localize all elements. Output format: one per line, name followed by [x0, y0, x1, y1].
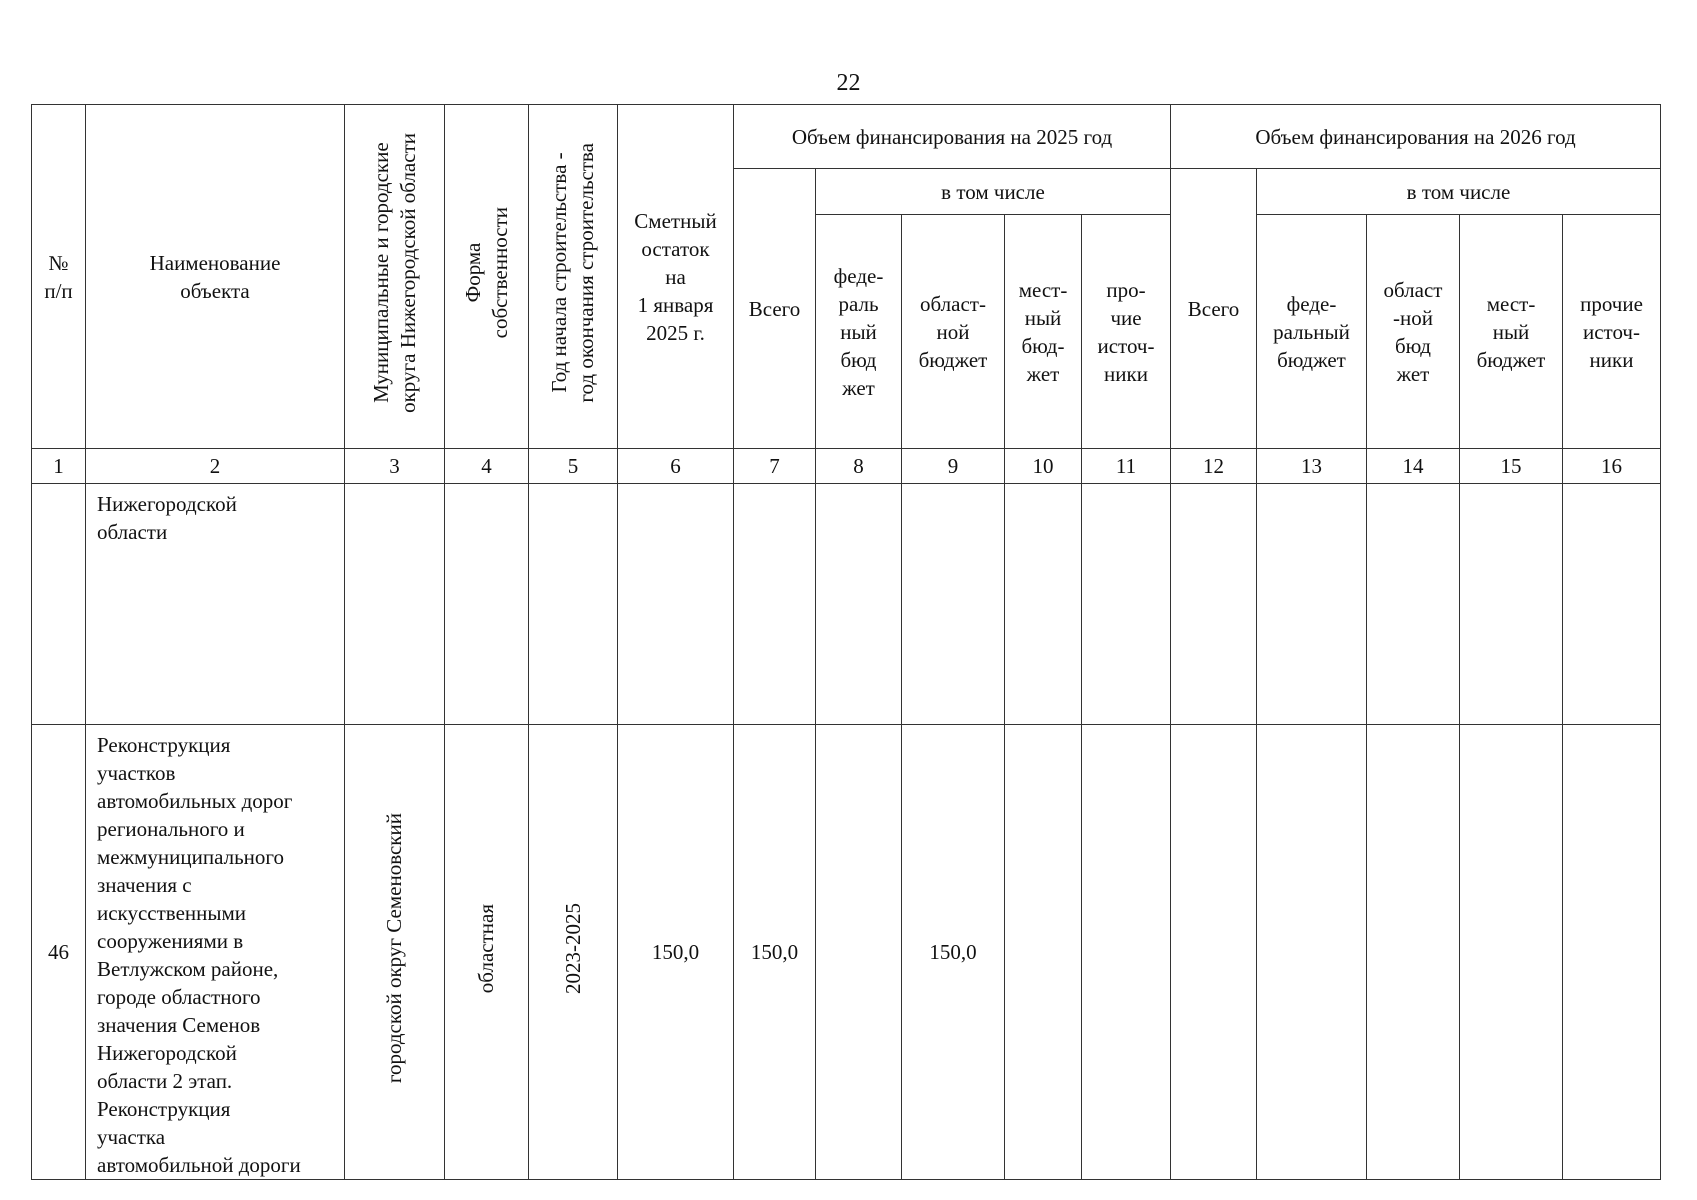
header-group-2025: Объем финансирования на 2025 год [734, 105, 1171, 169]
row-total-2026 [1171, 484, 1257, 725]
header-total-2025: Всего [734, 169, 816, 449]
header-fed-2025: феде- раль ный бюд жет [816, 215, 902, 449]
row-years [529, 484, 618, 725]
column-number: 8 [816, 449, 902, 484]
row-loc-2025 [1005, 725, 1082, 1180]
header-balance: Сметный остаток на 1 января 2025 г. [618, 105, 734, 449]
row-oth-2025 [1082, 484, 1171, 725]
column-number: 2 [86, 449, 345, 484]
header-row-1 [32, 105, 1661, 169]
row-reg-2025: 150,0 [902, 725, 1005, 1180]
column-number: 15 [1460, 449, 1563, 484]
row-name: Нижегородской области [86, 484, 345, 725]
header-loc-2026: мест- ный бюджет [1460, 215, 1563, 449]
row-loc-2025 [1005, 484, 1082, 725]
column-number: 16 [1563, 449, 1661, 484]
header-loc-2025: мест- ный бюд- жет [1005, 215, 1082, 449]
header-no: № п/п [32, 105, 86, 449]
table-row [32, 725, 1661, 1180]
row-no [32, 484, 86, 725]
header-ownership: Форма собственности [445, 105, 529, 449]
row-ownership [445, 484, 529, 725]
header-oth-2025: про- чие источ- ники [1082, 215, 1171, 449]
row-fed-2026 [1257, 725, 1367, 1180]
row-fed-2025 [816, 725, 902, 1180]
header-years: Год начала строительства - год окончания строительства [529, 105, 618, 449]
column-number: 14 [1367, 449, 1460, 484]
row-loc-2026 [1460, 484, 1563, 725]
row-name: Реконструкция участков автомобильных дорог регионального и межмуниципального значения с искусственными сооружениями в Ветлужском районе, городе областного значения Семенов Нижегородской области 2 этап. Реконструкция участка автомобильной дороги [86, 725, 345, 1180]
header-reg-2025: област- ной бюджет [902, 215, 1005, 449]
row-total-2025: 150,0 [734, 725, 816, 1180]
header-group-2026: Объем финансирования на 2026 год [1171, 105, 1661, 169]
column-number: 12 [1171, 449, 1257, 484]
row-fed-2025 [816, 484, 902, 725]
column-number: 6 [618, 449, 734, 484]
row-oth-2025 [1082, 725, 1171, 1180]
row-oth-2026 [1563, 725, 1661, 1180]
row-ownership: областная [445, 725, 529, 1180]
row-reg-2026 [1367, 484, 1460, 725]
table-row [32, 484, 1661, 725]
row-oth-2026 [1563, 484, 1661, 725]
column-number: 11 [1082, 449, 1171, 484]
header-including-2025: в том числе [816, 169, 1171, 215]
header-fed-2026: феде- ральный бюджет [1257, 215, 1367, 449]
header-reg-2026: област -ной бюд жет [1367, 215, 1460, 449]
column-number: 9 [902, 449, 1005, 484]
financing-table [31, 104, 1661, 1180]
row-municipality [345, 484, 445, 725]
row-loc-2026 [1460, 725, 1563, 1180]
row-reg-2026 [1367, 725, 1460, 1180]
row-balance: 150,0 [618, 725, 734, 1180]
column-number: 1 [32, 449, 86, 484]
row-total-2025 [734, 484, 816, 725]
header-total-2026: Всего [1171, 169, 1257, 449]
column-number: 13 [1257, 449, 1367, 484]
column-number: 5 [529, 449, 618, 484]
column-number: 4 [445, 449, 529, 484]
header-including-2026: в том числе [1257, 169, 1661, 215]
row-years: 2023-2025 [529, 725, 618, 1180]
page-number: 22 [836, 70, 861, 96]
column-number: 3 [345, 449, 445, 484]
row-municipality: городской округ Семеновский [345, 725, 445, 1180]
header-municipality: Муниципальные и городские округа Нижегородской области [345, 105, 445, 449]
row-no: 46 [32, 725, 86, 1180]
row-reg-2025 [902, 484, 1005, 725]
column-number: 7 [734, 449, 816, 484]
column-number-row [32, 449, 1661, 484]
row-total-2026 [1171, 725, 1257, 1180]
row-balance [618, 484, 734, 725]
row-fed-2026 [1257, 484, 1367, 725]
header-oth-2026: прочие источ- ники [1563, 215, 1661, 449]
header-name: Наименование объекта [86, 105, 345, 449]
column-number: 10 [1005, 449, 1082, 484]
